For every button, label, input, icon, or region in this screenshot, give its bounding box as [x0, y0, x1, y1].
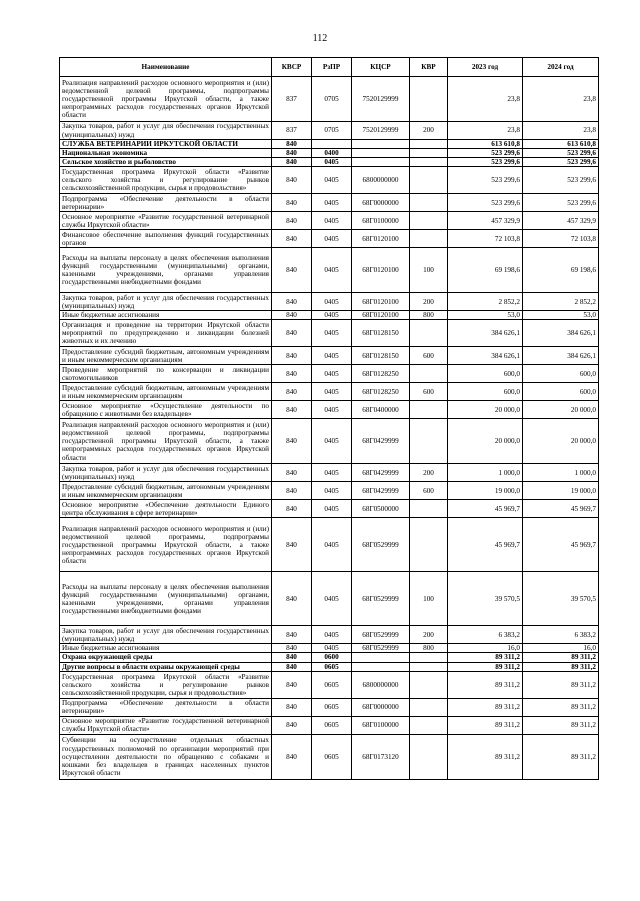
table-row — [60, 365, 599, 383]
cell-2023: 523 299,6 — [448, 194, 523, 212]
table-body — [60, 77, 599, 780]
cell-name: Расходы на выплаты персоналу в целях обеспечения выполнения функций государственными (муниципальными) органами, казенными учреждениями, органами управления государственными внебюджетными фондами — [60, 248, 272, 293]
cell-2024: 23,8 — [523, 122, 599, 140]
cell-2023: 23,8 — [448, 122, 523, 140]
cell-kvsr: 840 — [272, 149, 312, 158]
cell-kvr — [410, 77, 448, 122]
table-row — [60, 140, 599, 149]
cell-kvsr: 840 — [272, 518, 312, 572]
cell-kvr — [410, 230, 448, 248]
cell-rzpr: 0605 — [312, 698, 352, 716]
cell-kvr — [410, 662, 448, 671]
cell-2023: 384 626,1 — [448, 347, 523, 365]
cell-kvsr: 840 — [272, 140, 312, 149]
cell-2023: 20 000,0 — [448, 419, 523, 464]
cell-kcsr — [352, 653, 410, 662]
table-row — [60, 464, 599, 482]
cell-kcsr: 68Г0400000 — [352, 401, 410, 419]
cell-rzpr: 0405 — [312, 464, 352, 482]
cell-kvr — [410, 212, 448, 230]
budget-table-container — [59, 57, 598, 780]
cell-kvr — [410, 671, 448, 698]
table-row — [60, 194, 599, 212]
cell-kcsr: 7520129999 — [352, 77, 410, 122]
cell-2024: 23,8 — [523, 77, 599, 122]
cell-2024: 20 000,0 — [523, 401, 599, 419]
table-row — [60, 626, 599, 644]
cell-kvsr: 840 — [272, 320, 312, 347]
cell-kvsr: 840 — [272, 347, 312, 365]
cell-kcsr: 68Г0120100 — [352, 311, 410, 320]
cell-rzpr: 0405 — [312, 365, 352, 383]
cell-kvr: 800 — [410, 644, 448, 653]
table-row — [60, 149, 599, 158]
cell-kvr — [410, 500, 448, 518]
cell-kvr — [410, 698, 448, 716]
table-row — [60, 248, 599, 293]
cell-kvsr: 840 — [272, 716, 312, 734]
table-row — [60, 482, 599, 500]
cell-rzpr: 0405 — [312, 572, 352, 626]
budget-table — [59, 57, 599, 780]
cell-2024: 89 311,2 — [523, 671, 599, 698]
cell-rzpr: 0605 — [312, 734, 352, 779]
cell-kvr — [410, 158, 448, 167]
table-row — [60, 572, 599, 626]
cell-rzpr: 0405 — [312, 401, 352, 419]
page-number: 112 — [312, 33, 328, 44]
cell-rzpr: 0600 — [312, 653, 352, 662]
cell-kvr — [410, 518, 448, 572]
cell-rzpr: 0405 — [312, 293, 352, 311]
cell-kcsr: 68Г0529999 — [352, 572, 410, 626]
cell-kvsr: 840 — [272, 401, 312, 419]
cell-rzpr: 0405 — [312, 482, 352, 500]
cell-2024: 523 299,6 — [523, 158, 599, 167]
cell-kvr — [410, 140, 448, 149]
cell-kvr — [410, 734, 448, 779]
cell-rzpr: 0405 — [312, 158, 352, 167]
cell-name: Предоставление субсидий бюджетным, автономным учреждениям и иным некоммерческим организациям — [60, 347, 272, 365]
cell-kvr — [410, 419, 448, 464]
cell-2024: 45 969,7 — [523, 518, 599, 572]
cell-kcsr: 68Г0429999 — [352, 464, 410, 482]
cell-kvsr: 840 — [272, 293, 312, 311]
cell-rzpr: 0405 — [312, 347, 352, 365]
cell-2023: 45 969,7 — [448, 518, 523, 572]
cell-kvsr: 840 — [272, 419, 312, 464]
cell-kvsr: 840 — [272, 644, 312, 653]
cell-name: Финансовое обеспечение выполнения функций государственных органов — [60, 230, 272, 248]
cell-2024: 600,0 — [523, 383, 599, 401]
cell-kvr: 100 — [410, 572, 448, 626]
cell-name: Сельское хозяйство и рыболовство — [60, 158, 272, 167]
cell-name: Предоставление субсидий бюджетным, автономным учреждениям и иным некоммерческим организациям — [60, 482, 272, 500]
cell-2024: 89 311,2 — [523, 734, 599, 779]
table-row — [60, 401, 599, 419]
cell-kcsr: 68Г0100000 — [352, 212, 410, 230]
cell-2023: 523 299,6 — [448, 167, 523, 194]
table-row — [60, 158, 599, 167]
cell-kcsr — [352, 140, 410, 149]
cell-kcsr: 6800000000 — [352, 167, 410, 194]
header-kcsr: КЦСР — [352, 58, 410, 77]
cell-name: Реализация направлений расходов основного мероприятия и (или) ведомственной целевой программы, подпрограммы государственной программы Иркутской области, а также непрограммных расходов государственных органов Иркутской области — [60, 77, 272, 122]
cell-rzpr: 0405 — [312, 383, 352, 401]
cell-kcsr: 7520129999 — [352, 122, 410, 140]
cell-name: Закупка товаров, работ и услуг для обеспечения государственных (муниципальных) нужд — [60, 626, 272, 644]
cell-2024: 2 852,2 — [523, 293, 599, 311]
cell-2024: 69 198,6 — [523, 248, 599, 293]
table-row — [60, 230, 599, 248]
cell-name: Закупка товаров, работ и услуг для обеспечения государственных (муниципальных) нужд — [60, 293, 272, 311]
cell-2024: 89 311,2 — [523, 698, 599, 716]
cell-name: Основное мероприятие «Развитие государственной ветеринарной службы Иркутской области» — [60, 212, 272, 230]
cell-name: Иные бюджетные ассигнования — [60, 311, 272, 320]
cell-rzpr: 0405 — [312, 320, 352, 347]
cell-2023: 19 000,0 — [448, 482, 523, 500]
cell-kvsr: 840 — [272, 248, 312, 293]
cell-2024: 600,0 — [523, 365, 599, 383]
table-row — [60, 311, 599, 320]
cell-2023: 16,0 — [448, 644, 523, 653]
cell-rzpr: 0405 — [312, 248, 352, 293]
cell-rzpr: 0705 — [312, 77, 352, 122]
cell-2023: 69 198,6 — [448, 248, 523, 293]
cell-rzpr: 0405 — [312, 500, 352, 518]
cell-kcsr: 68Г0529999 — [352, 518, 410, 572]
cell-kvsr: 840 — [272, 230, 312, 248]
table-row — [60, 500, 599, 518]
cell-kcsr: 68Г0500000 — [352, 500, 410, 518]
table-row — [60, 293, 599, 311]
cell-2024: 523 299,6 — [523, 149, 599, 158]
header-2023: 2023 год — [448, 58, 523, 77]
cell-kvsr: 840 — [272, 158, 312, 167]
cell-2023: 89 311,2 — [448, 734, 523, 779]
cell-kvsr: 840 — [272, 383, 312, 401]
cell-kvsr: 840 — [272, 572, 312, 626]
cell-kvr — [410, 149, 448, 158]
table-row — [60, 212, 599, 230]
cell-2023: 53,0 — [448, 311, 523, 320]
cell-2024: 89 311,2 — [523, 662, 599, 671]
cell-rzpr: 0405 — [312, 644, 352, 653]
cell-kvr: 600 — [410, 347, 448, 365]
cell-name: Реализация направлений расходов основного мероприятия и (или) ведомственной целевой программы, подпрограммы государственной программы Иркутской области, а также непрограммных расходов государственных органов Иркутской области — [60, 518, 272, 572]
table-row — [60, 662, 599, 671]
cell-2024: 384 626,1 — [523, 347, 599, 365]
cell-2023: 6 383,2 — [448, 626, 523, 644]
cell-kvsr: 840 — [272, 500, 312, 518]
table-row — [60, 698, 599, 716]
cell-2023: 600,0 — [448, 365, 523, 383]
cell-2024: 39 570,5 — [523, 572, 599, 626]
cell-2024: 53,0 — [523, 311, 599, 320]
cell-rzpr: 0400 — [312, 149, 352, 158]
cell-kvsr: 837 — [272, 122, 312, 140]
cell-kcsr: 68Г0173120 — [352, 734, 410, 779]
cell-name: Подпрограмма «Обеспечение деятельности в области ветеринарии» — [60, 194, 272, 212]
cell-2023: 523 299,6 — [448, 158, 523, 167]
cell-kcsr: 68Г0120100 — [352, 230, 410, 248]
cell-name: Государственная программа Иркутской области «Развитие сельского хозяйства и регулирование рынков сельскохозяйственной продукции, сырья и продовольствия» — [60, 167, 272, 194]
cell-2023: 20 000,0 — [448, 401, 523, 419]
cell-name: Реализация направлений расходов основного мероприятия и (или) ведомственной целевой программы, подпрограммы государственной программы Иркутской области, а также непрограммных расходов государственных органов Иркутской области — [60, 419, 272, 464]
cell-name: Закупка товаров, работ и услуг для обеспечения государственных (муниципальных) нужд — [60, 122, 272, 140]
cell-kvsr: 840 — [272, 194, 312, 212]
table-row — [60, 653, 599, 662]
cell-kvr: 200 — [410, 293, 448, 311]
cell-name: Предоставление субсидий бюджетным, автономным учреждениям и иным некоммерческим организациям — [60, 383, 272, 401]
table-row — [60, 518, 599, 572]
cell-2023: 45 969,7 — [448, 500, 523, 518]
cell-kvr: 600 — [410, 482, 448, 500]
cell-kvr — [410, 194, 448, 212]
cell-kvr — [410, 320, 448, 347]
cell-kcsr: 68Г0000000 — [352, 698, 410, 716]
cell-name: Основное мероприятие «Осуществление деятельности по обращению с животными без владельцев» — [60, 401, 272, 419]
cell-kvr: 100 — [410, 248, 448, 293]
cell-kvr — [410, 401, 448, 419]
cell-kvsr: 840 — [272, 464, 312, 482]
cell-2024: 613 610,8 — [523, 140, 599, 149]
cell-name: Субвенции на осуществление отдельных областных государственных полномочий по организации мероприятий при осуществлении деятельности по обращению с собаками и кошками без владельцев в границах населенных пунктов Иркутской области — [60, 734, 272, 779]
cell-kcsr — [352, 149, 410, 158]
cell-2024: 6 383,2 — [523, 626, 599, 644]
cell-2023: 72 103,8 — [448, 230, 523, 248]
cell-rzpr: 0605 — [312, 716, 352, 734]
cell-kcsr — [352, 662, 410, 671]
cell-kvsr: 840 — [272, 365, 312, 383]
cell-name: Охрана окружающей среды — [60, 653, 272, 662]
cell-kcsr: 68Г0120100 — [352, 248, 410, 293]
table-row — [60, 716, 599, 734]
cell-kvr — [410, 167, 448, 194]
cell-2023: 23,8 — [448, 77, 523, 122]
cell-kvsr: 840 — [272, 626, 312, 644]
table-row — [60, 383, 599, 401]
cell-2024: 72 103,8 — [523, 230, 599, 248]
cell-kcsr: 68Г0100000 — [352, 716, 410, 734]
table-header-row — [60, 58, 599, 77]
cell-2023: 89 311,2 — [448, 671, 523, 698]
cell-2023: 89 311,2 — [448, 662, 523, 671]
cell-rzpr: 0605 — [312, 662, 352, 671]
cell-kcsr: 68Г0128150 — [352, 347, 410, 365]
cell-rzpr — [312, 140, 352, 149]
cell-2023: 89 311,2 — [448, 716, 523, 734]
cell-kvr — [410, 716, 448, 734]
cell-kcsr: 68Г0128250 — [352, 383, 410, 401]
cell-2023: 89 311,2 — [448, 653, 523, 662]
cell-rzpr: 0405 — [312, 419, 352, 464]
cell-2023: 1 000,0 — [448, 464, 523, 482]
cell-kvsr: 837 — [272, 77, 312, 122]
cell-rzpr: 0405 — [312, 311, 352, 320]
cell-kvr: 600 — [410, 383, 448, 401]
cell-2024: 384 626,1 — [523, 320, 599, 347]
cell-name: Проведение мероприятий по консервации и ликвидации скотомогильников — [60, 365, 272, 383]
cell-name: Расходы на выплаты персоналу в целях обеспечения выполнения функций государственными (муниципальными) органами, казенными учреждениями, органами управления государственными внебюджетными фондами — [60, 572, 272, 626]
cell-kcsr: 68Г0429999 — [352, 419, 410, 464]
cell-2024: 1 000,0 — [523, 464, 599, 482]
cell-2023: 39 570,5 — [448, 572, 523, 626]
cell-rzpr: 0405 — [312, 626, 352, 644]
cell-2024: 89 311,2 — [523, 653, 599, 662]
cell-kvsr: 840 — [272, 482, 312, 500]
cell-kcsr: 68Г0529999 — [352, 644, 410, 653]
table-row — [60, 734, 599, 779]
cell-2024: 16,0 — [523, 644, 599, 653]
cell-kvsr: 840 — [272, 671, 312, 698]
cell-kvsr: 840 — [272, 653, 312, 662]
header-2024: 2024 год — [523, 58, 599, 77]
table-row — [60, 77, 599, 122]
cell-2024: 45 969,7 — [523, 500, 599, 518]
cell-kcsr: 68Г0128250 — [352, 365, 410, 383]
cell-name: Национальная экономика — [60, 149, 272, 158]
cell-kcsr: 68Г0120100 — [352, 293, 410, 311]
cell-rzpr: 0605 — [312, 671, 352, 698]
cell-2023: 600,0 — [448, 383, 523, 401]
cell-kvr — [410, 653, 448, 662]
header-kvr: КВР — [410, 58, 448, 77]
table-row — [60, 347, 599, 365]
cell-2023: 457 329,9 — [448, 212, 523, 230]
cell-2024: 523 299,6 — [523, 167, 599, 194]
cell-2024: 20 000,0 — [523, 419, 599, 464]
cell-kcsr: 68Г0429999 — [352, 482, 410, 500]
cell-rzpr: 0705 — [312, 122, 352, 140]
cell-2023: 89 311,2 — [448, 698, 523, 716]
cell-kvsr: 840 — [272, 311, 312, 320]
cell-name: Организация и проведение на территории Иркутской области мероприятий по предупреждению и ликвидации болезней животных и их лечению — [60, 320, 272, 347]
cell-name: Закупка товаров, работ и услуг для обеспечения государственных (муниципальных) нужд — [60, 464, 272, 482]
table-row — [60, 419, 599, 464]
cell-2024: 89 311,2 — [523, 716, 599, 734]
cell-kvr: 200 — [410, 122, 448, 140]
table-row — [60, 671, 599, 698]
cell-rzpr: 0405 — [312, 518, 352, 572]
cell-kvr — [410, 365, 448, 383]
header-name: Наименование — [60, 58, 272, 77]
cell-kvsr: 840 — [272, 167, 312, 194]
cell-2024: 523 299,6 — [523, 194, 599, 212]
cell-name: Иные бюджетные ассигнования — [60, 644, 272, 653]
table-row — [60, 167, 599, 194]
cell-kvsr: 840 — [272, 212, 312, 230]
cell-name: СЛУЖБА ВЕТЕРИНАРИИ ИРКУТСКОЙ ОБЛАСТИ — [60, 140, 272, 149]
cell-rzpr: 0405 — [312, 230, 352, 248]
cell-name: Государственная программа Иркутской области «Развитие сельского хозяйства и регулирование рынков сельскохозяйственной продукции, сырья и продовольствия» — [60, 671, 272, 698]
cell-2023: 384 626,1 — [448, 320, 523, 347]
cell-name: Основное мероприятие «Обеспечение деятельности Единого центра обслуживания в сфере ветеринарии» — [60, 500, 272, 518]
cell-2023: 2 852,2 — [448, 293, 523, 311]
cell-kcsr: 68Г0128150 — [352, 320, 410, 347]
cell-name: Подпрограмма «Обеспечение деятельности в области ветеринарии» — [60, 698, 272, 716]
header-rzpr: РзПР — [312, 58, 352, 77]
cell-kvr: 800 — [410, 311, 448, 320]
cell-name: Основное мероприятие «Развитие государственной ветеринарной службы Иркутской области» — [60, 716, 272, 734]
cell-kcsr: 68Г0000000 — [352, 194, 410, 212]
table-row — [60, 122, 599, 140]
cell-kvsr: 840 — [272, 698, 312, 716]
cell-rzpr: 0405 — [312, 167, 352, 194]
table-row — [60, 644, 599, 653]
cell-kvr: 200 — [410, 464, 448, 482]
cell-2024: 457 329,9 — [523, 212, 599, 230]
cell-kvsr: 840 — [272, 662, 312, 671]
cell-2023: 523 299,6 — [448, 149, 523, 158]
cell-kcsr — [352, 158, 410, 167]
cell-kvr: 200 — [410, 626, 448, 644]
cell-rzpr: 0405 — [312, 194, 352, 212]
cell-2024: 19 000,0 — [523, 482, 599, 500]
cell-rzpr: 0405 — [312, 212, 352, 230]
cell-name: Другие вопросы в области охраны окружающей среды — [60, 662, 272, 671]
header-kvsr: КВСР — [272, 58, 312, 77]
cell-kvsr: 840 — [272, 734, 312, 779]
cell-kcsr: 6800000000 — [352, 671, 410, 698]
cell-kcsr: 68Г0529999 — [352, 626, 410, 644]
table-row — [60, 320, 599, 347]
cell-2023: 613 610,8 — [448, 140, 523, 149]
